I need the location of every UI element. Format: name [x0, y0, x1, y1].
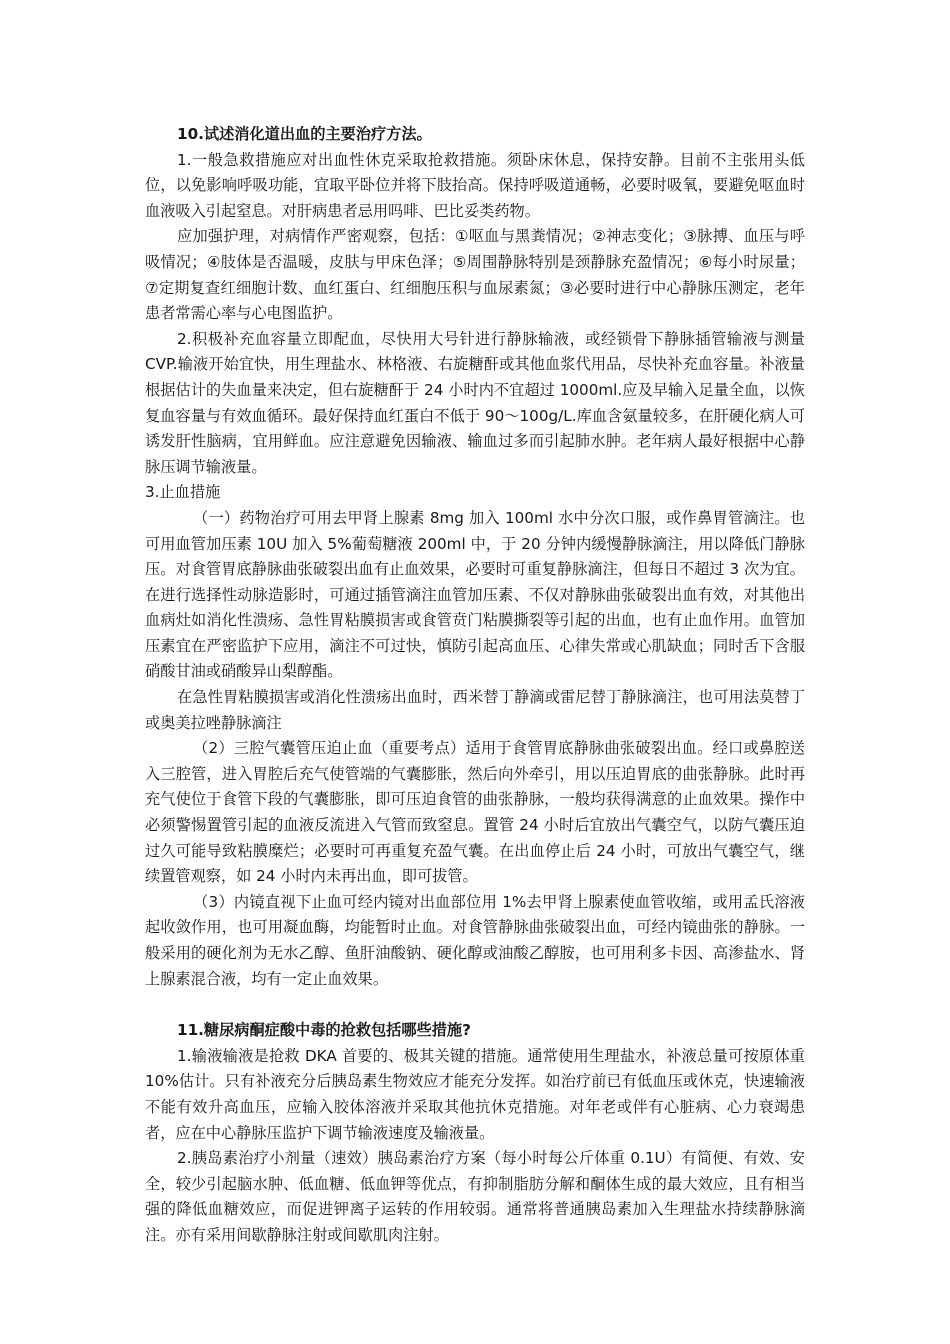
question-11-title: 11.糖尿病酮症酸中毒的抢救包括哪些措施? — [177, 1021, 471, 1040]
q11-paragraph-fluid-infusion: 1.输液输液是抢救 DKA 首要的、极其关键的措施。通常使用生理盐水，补液总量可按原体重 10%估计。只有补液充分后胰岛素生物效应才能充分发挥。如治疗前已有低血压或休克，快速输液不能有效升高血压，应输入胶体溶液并采取其他抗休克措施。对年老或伴有心脏病、心力衰竭患者，应在中心静脉压监护下调节输液速度及输液量。 — [145, 1046, 805, 1142]
document-content — [145, 122, 805, 1249]
q11-paragraph-insulin-therapy: 2.胰岛素治疗小剂量（速效）胰岛素治疗方案（每小时每公斤体重 0.1U）有简便、有效、安全，较少引起脑水肿、低血糖、低血钾等优点，有抑制脂肪分解和酮体生成的最大效应，且有相当强的降低血糖效应，而促进钾离子运转的作用较弱。通常将普通胰岛素加入生理盐水持续静脉滴注。亦有采用间歇静脉注射或间歇肌肉注射。 — [145, 1149, 805, 1244]
q10-subheading-hemostasis: 3.止血措施 — [145, 483, 221, 502]
question-10-title: 10.试述消化道出血的主要治疗方法。 — [177, 125, 432, 143]
q10-paragraph-acid-suppression: 在急性胃粘膜损害或消化性溃疡出血时，西米替丁静滴或雷尼替丁静脉滴注，也可用法莫替丁或奥美拉唑静脉滴注 — [145, 688, 805, 732]
section-spacer — [145, 992, 805, 1018]
q10-paragraph-emergency-measures: 1.一般急救措施应对出血性休克采取抢救措施。须卧床休息，保持安静。目前不主张用头低位，以免影响呼吸功能，宜取平卧位并将下肢抬高。保持呼吸道通畅，必要时吸氧，要避免呕血时血液吸入引起窒息。对肝病患者忌用吗啡、巴比妥类药物。 — [145, 150, 805, 220]
q10-paragraph-balloon-tamponade: （2）三腔气囊管压迫止血（重要考点）适用于食管胃底静脉曲张破裂出血。经口或鼻腔送入三腔管，进入胃腔后充气使管端的气囊膨胀，然后向外牵引，用以压迫胃底的曲张静脉。此时再充气使位于食管下段的气囊膨胀，即可压迫食管的曲张静脉，一般均获得满意的止血效果。操作中必须警惕置管引起的血液反流进入气管而致窒息。置管 24 小时后宜放出气囊空气，以防气囊压迫过久可能导致粘膜糜烂；必要时可再重复充盈气囊。在出血停止后 24 小时，可放出气囊空气，继续置管观察，如 24 小时内未再出血，即可拔管。 — [145, 739, 805, 886]
q10-paragraph-nursing-observation: 应加强护理，对病情作严密观察，包括：①呕血与黑粪情况；②神志变化；③脉搏、血压与呼吸情况；④肢体是否温暖，皮肤与甲床色泽；⑤周围静脉特别是颈静脉充盈情况；⑥每小时尿量；⑦定期复查红细胞计数、血红蛋白、红细胞压积与血尿素氮；③必要时进行中心静脉压测定，老年患者常需心率与心电图监护。 — [145, 227, 805, 323]
q10-paragraph-blood-volume: 2.积极补充血容量立即配血，尽快用大号针进行静脉输液，或经锁骨下静脉插管输液与测量 CVP.输液开始宜快，用生理盐水、林格液、右旋糖酐或其他血浆代用品，尽快补充血容量。补液量根据估计的失血量来决定，但右旋糖酐于 24 小时内不宜超过 1000ml.应及早输入足量全血，以恢复血容量与有效血循环。最好保持血红蛋白不低于 90～100g/L.库血含氨量较多，在肝硬化病人可诱发肝性脑病，宜用鲜血。应注意避免因输液、输血过多而引起肺水肿。老年病人最好根据中心静脉压调节输液量。 — [145, 329, 805, 476]
q10-paragraph-endoscopic-hemostasis: （3）内镜直视下止血可经内镜对出血部位用 1%去甲肾上腺素使血管收缩，或用孟氏溶液起收敛作用，也可用凝血酶，均能暂时止血。对食管静脉曲张破裂出血，可经内镜曲张的静脉。一般采用的硬化剂为无水乙醇、鱼肝油酸钠、硬化醇或油酸乙醇胺，也可用利多卡因、高渗盐水、肾上腺素混合液，均有一定止血效果。 — [145, 892, 805, 988]
q10-paragraph-drug-therapy: （一）药物治疗可用去甲肾上腺素 8mg 加入 100ml 水中分次口服，或作鼻胃管滴注。也可用血管加压素 10U 加入 5%葡萄糖液 200ml 中，于 20 分钟内缓慢静脉滴注，用以降低门静脉压。对食管胃底静脉曲张破裂出血有止血效果，必要时可重复静脉滴注，但每日不超过 3 次为宜。在进行选择性动脉造影时，可通过插管滴注血管加压素、不仅对静脉曲张破裂出血有效，对其他出血病灶如消化性溃疡、急性胃粘膜损害或食管贲门粘膜撕裂等引起的出血，也有止血作用。血管加压素宜在严密监护下应用，滴注不可过快，慎防引起高血压、心律失常或心肌缺血；同时舌下含服硝酸甘油或硝酸异山梨醇酯。 — [145, 508, 805, 681]
